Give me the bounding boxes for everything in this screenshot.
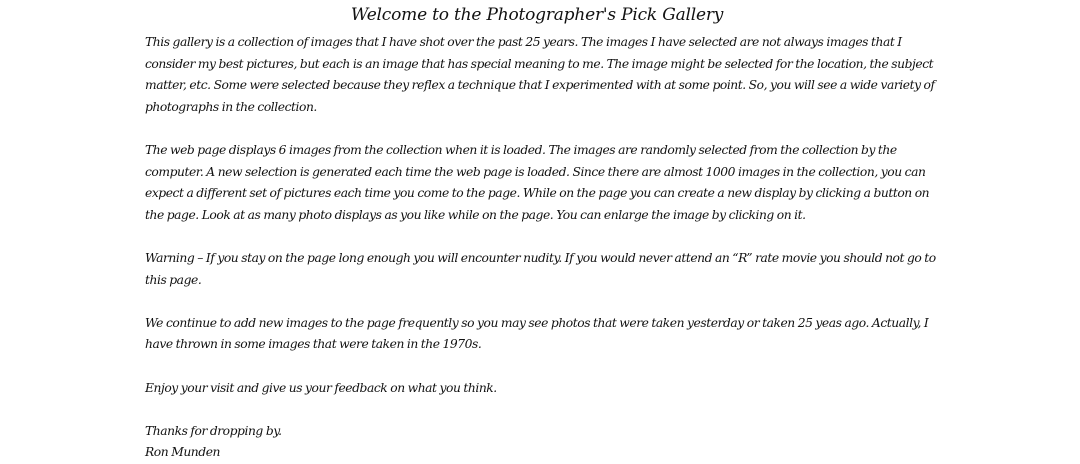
- signoff-author: Ron Munden: [145, 445, 220, 460]
- intro-paragraph: This gallery is a collection of images that I have shot over the past 25 years. The images I have selected are not always images that I consider my best pictures, but each is an image that has special meaning to me. The image might be selected for the location, the subject matter, etc. Some were selected because they reflex a technique that I experimented with at some point. So, you will see a wide variety of photographs in the collection.: [145, 35, 935, 114]
- feedback-paragraph: Enjoy your visit and give us your feedback on what you think.: [145, 380, 497, 395]
- warning-paragraph: Warning – If you stay on the page long enough you will encounter nudity. If you would never attend an “R” rate movie you should not go to this page.: [145, 250, 936, 287]
- updates-paragraph: We continue to add new images to the page frequently so you may see photos that were taken yesterday or taken 25 yeas ago. Actually, I have thrown in some images that were taken in the 1970s.: [145, 315, 929, 352]
- signoff-thanks: Thanks for dropping by.: [145, 423, 282, 438]
- page-title: Welcome to the Photographer's Pick Gallery: [350, 5, 724, 25]
- signoff: [145, 421, 940, 464]
- how-it-works-paragraph: The web page displays 6 images from the collection when it is loaded. The images are randomly selected from the collection by the computer. A new selection is generated each time the web page is loaded. Since there are almost 1000 images in the collection, you can expect a different set of pictures each time you come to the page. While on the page you can create a new display by clicking a button on the page. Look at as many photo displays as you like while on the page. You can enlarge the image by clicking on it.: [145, 142, 930, 222]
- page-content: [145, 32, 940, 464]
